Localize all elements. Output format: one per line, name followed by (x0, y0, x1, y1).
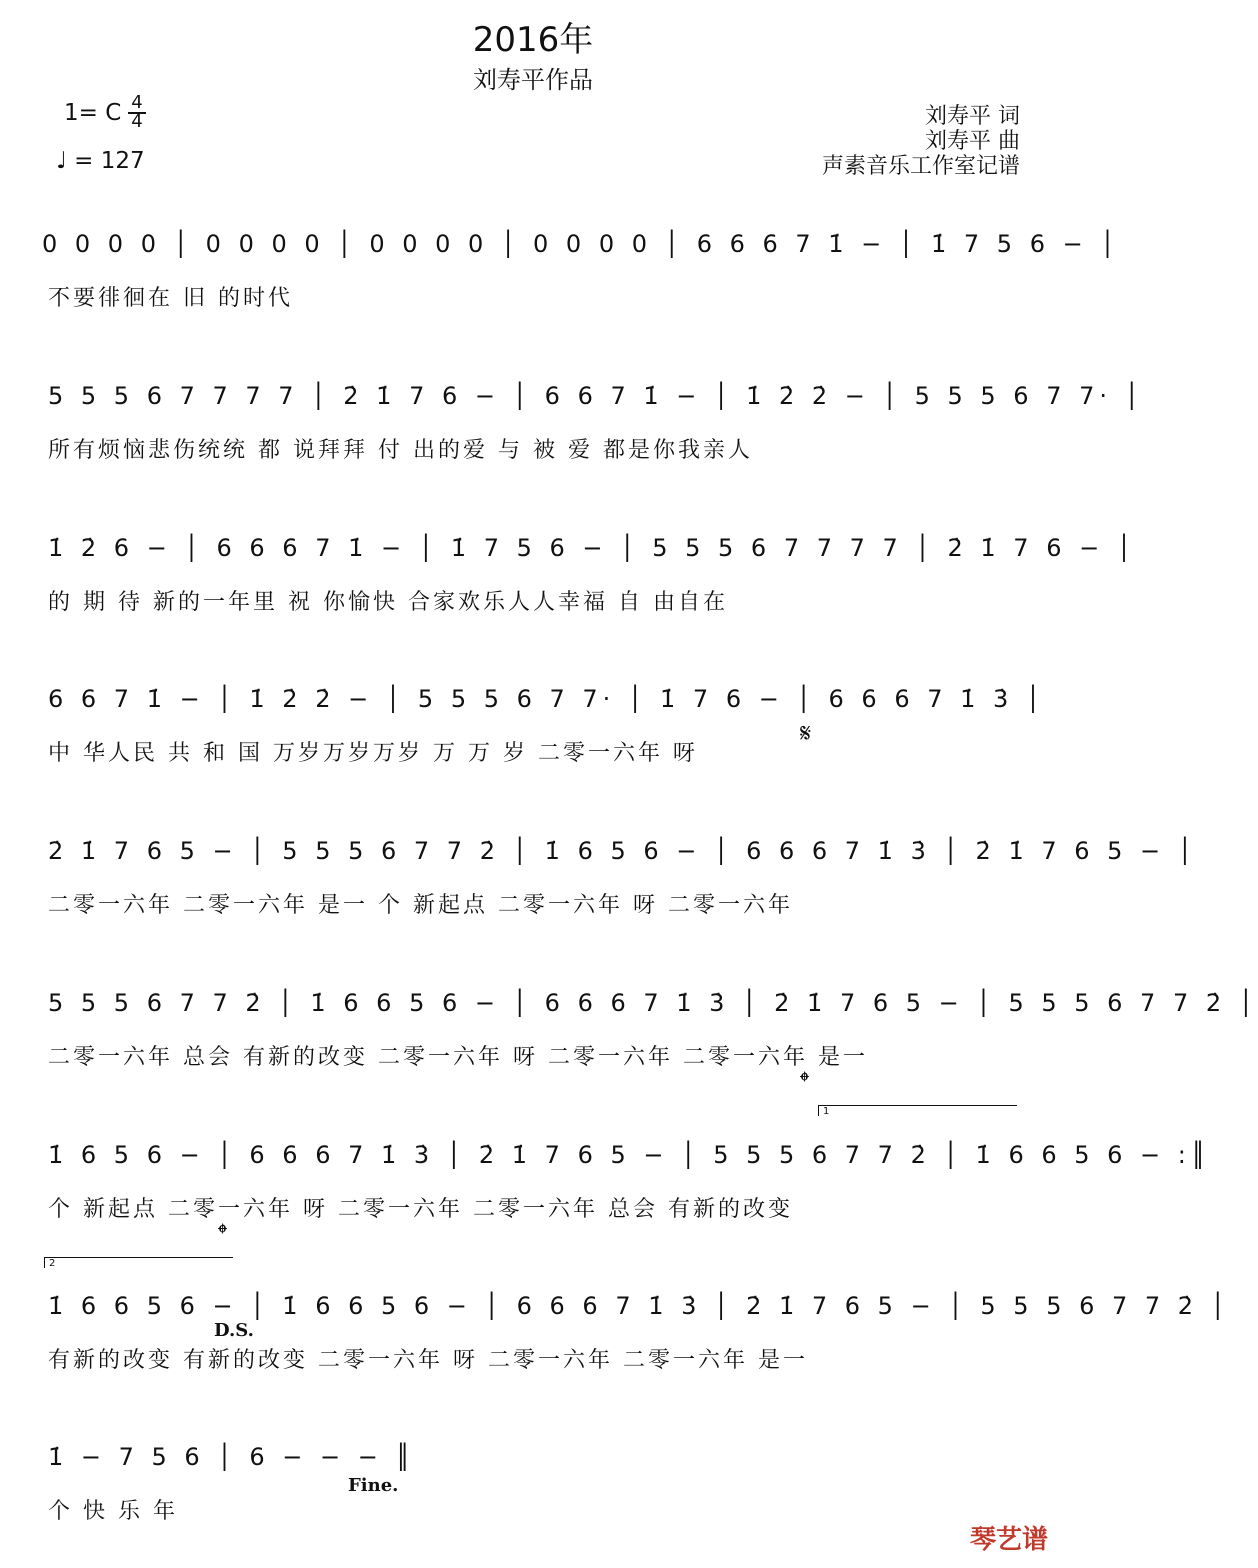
transcriber-credit: 声素音乐工作室记谱 (821, 154, 1020, 179)
time-signature-bottom: 4 (131, 111, 143, 132)
page-subtitle: 刘寿平作品 (473, 66, 593, 94)
credits (822, 104, 1020, 179)
lyrics-line: 个 新起点 二零一六年 呀 二零一六年 二零一六年 总会 有新的改变 (48, 1197, 793, 1222)
quarter-note-icon: ♩ (56, 148, 67, 174)
volta-number: 2 (49, 1258, 56, 1269)
lyrics-line: 所有烦恼悲伤统统 都 说拜拜 付 出的爱 与 被 爱 都是你我亲人 (48, 438, 753, 463)
notation-line: 1̇ 6 6 5 6 − │ 1̇ 6 6 5 6 − │ 6 6 6 7 1̇ 3̇ │ 2̇ 1̇ 7 6 5 − │ 5 5 5 6 7 7 2̇ │ (48, 1292, 1231, 1320)
first-ending-bracket (818, 1105, 1017, 1116)
notation-line: 0 0 0 0 │ 0 0 0 0 │ 0 0 0 0 │ 0 0 0 0 │ 6 6 6 7 1̇ − │ 1̇ 7 5 6 − │ (42, 230, 1120, 258)
notation-line: 1̇ 2̇ 6 − │ 6 6 6 7 1̇ − │ 1̇ 7 5 6 − │ 5 5 5 6 7 7 7 7 │ 2̇ 1̇ 7 6 − │ (48, 534, 1137, 562)
tempo-value: = 127 (74, 148, 145, 174)
composer-credit: 刘寿平 曲 (925, 129, 1020, 154)
segno-icon: 𝄋 (800, 719, 812, 749)
time-signature (128, 92, 146, 132)
lyrics-line: 二零一六年 总会 有新的改变 二零一六年 呀 二零一六年 二零一六年 是一 (48, 1045, 868, 1070)
lyricist-credit: 刘寿平 词 (925, 104, 1020, 129)
notation-line: 5 5 5 6 7 7 2̇ │ 1̇ 6 6 5 6 − │ 6 6 6 7 1̇ 3̇ │ 2̇ 1̇ 7 6 5 − │ 5 5 5 6 7 7 2̇ │ (48, 989, 1258, 1017)
lyrics-line: 的 期 待 新的一年里 祝 你愉快 合家欢乐人人幸福 自 由自在 (48, 590, 728, 615)
time-signature-top: 4 (128, 95, 146, 114)
notation-line: 6 6 7 1̇ − │ 1̇ 2̇ 2̇ − │ 5 5 5 6 7 7· │ 1̇ 7 6 − │ 6 6 6 7 1̇ 3̇ │ (48, 685, 1046, 713)
lyrics-line: 不要徘徊在 旧 的时代 (48, 286, 293, 311)
lyrics-line: 中 华人民 共 和 国 万岁万岁万岁 万 万 岁 二零一六年 呀 (48, 741, 698, 766)
notation-line: 1̇ − 7 5 6 │ 6 − − − ║ (48, 1443, 415, 1471)
key-signature: 1= C (64, 100, 122, 126)
fine-mark: Fine. (348, 1475, 399, 1496)
notation-line: 2̇ 1̇ 7 6 5 − │ 5 5 5 6 7 7 2̇ │ 1̇ 6 5 6 − │ 6 6 6 7 1̇ 3̇ │ 2̇ 1̇ 7 6 5 − │ (48, 837, 1198, 865)
volta-number: 1 (823, 1106, 830, 1117)
notation-line: 1̇ 6 5 6 − │ 6 6 6 7 1̇ 3̇ │ 2̇ 1̇ 7 6 5 − │ 5 5 5 6 7 7 2̇ │ 1̇ 6 6 5 6 − :║ (48, 1141, 1211, 1169)
lyrics-line: 有新的改变 有新的改变 二零一六年 呀 二零一六年 二零一六年 是一 (48, 1348, 808, 1373)
tempo-marking (56, 146, 145, 176)
notation-line: 5 5 5 6 7 7 7 7 │ 2̇ 1̇ 7 6 − │ 6 6 7 1̇ − │ 1̇ 2̇ 2̇ − │ 5 5 5 6 7 7· │ (48, 382, 1145, 410)
dal-segno-mark: D.S. (214, 1320, 254, 1341)
lyrics-line: 二零一六年 二零一六年 是一 个 新起点 二零一六年 呀 二零一六年 (48, 893, 793, 918)
lyrics-line: 个 快 乐 年 (48, 1499, 178, 1524)
page-title: 2016年 (472, 20, 594, 60)
watermark-logo: 琴艺谱 (969, 1525, 1048, 1555)
coda-icon: 𝄌 (218, 1219, 227, 1249)
second-ending-bracket (44, 1257, 233, 1268)
coda-icon: 𝄌 (800, 1067, 809, 1097)
